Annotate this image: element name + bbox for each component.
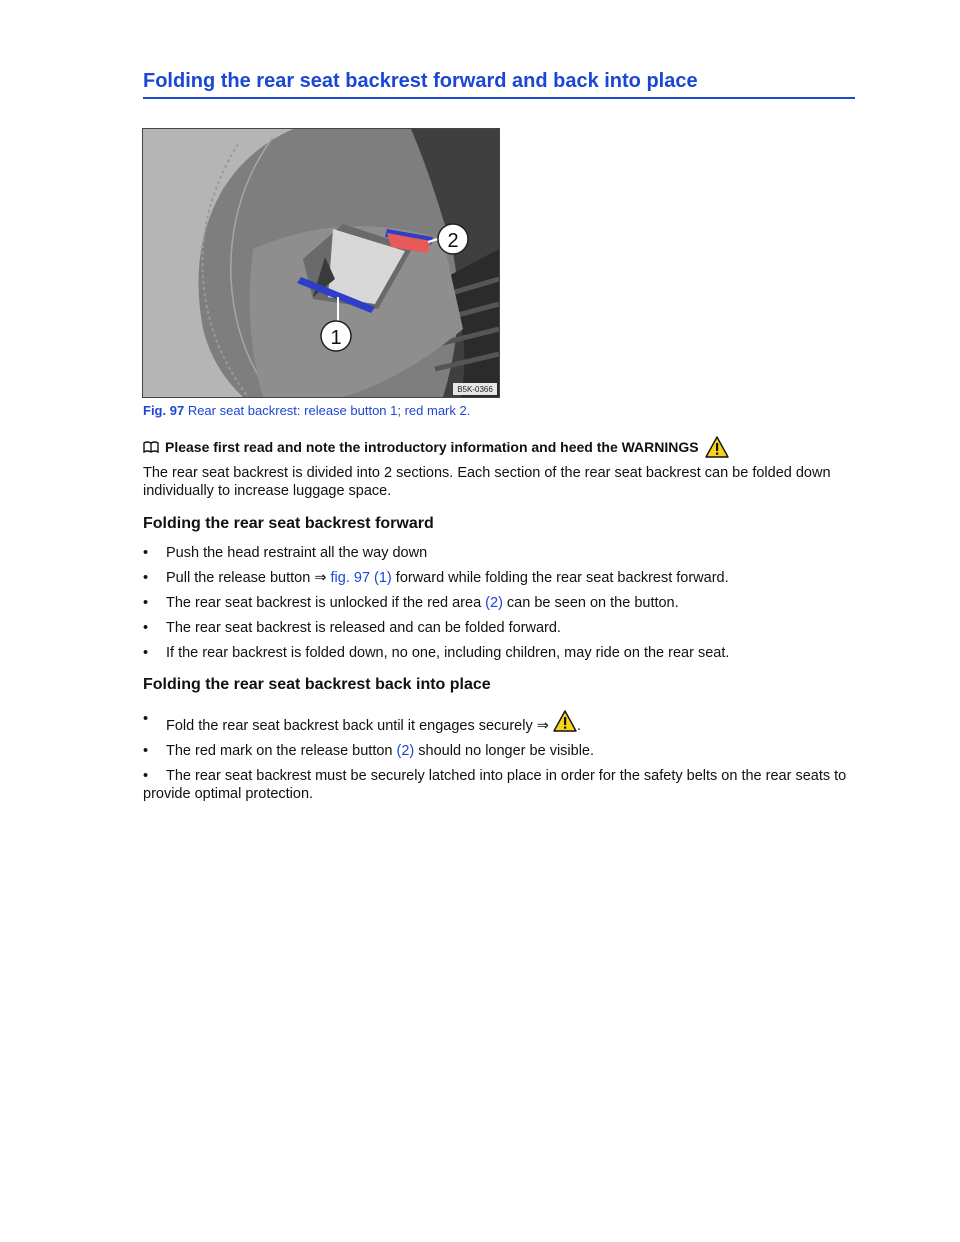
list-item: • The rear seat backrest must be securely latched into place in order for the safety belts on the rear seats to provide optimal protection. — [143, 768, 847, 802]
list-item: • Push the head restraint all the way down — [143, 545, 428, 561]
heading-fold-forward: Folding the rear seat backrest forward — [143, 515, 434, 532]
intro-paragraph: The rear seat backrest is divided into 2 sections. Each section of the rear seat backrest can be folded down individually to increase luggage space. — [143, 465, 831, 499]
warning-triangle-icon[interactable] — [553, 710, 577, 732]
list-item: • If the rear backrest is folded down, no one, including children, may ride on the rear seat. — [143, 645, 730, 661]
figure-image — [142, 128, 500, 398]
svg-text:1: 1 — [330, 327, 342, 349]
callout-badge-1 — [321, 321, 351, 351]
list-item: • The rear seat backrest is unlocked if the red area (2) can be seen on the button. — [143, 595, 679, 611]
svg-text:2: 2 — [447, 230, 459, 252]
list-item: • Fold the rear seat backrest back until it engages securely ⇒ . — [143, 711, 581, 734]
figure-link[interactable]: fig. 97 (1) — [330, 570, 392, 586]
warning-triangle-icon[interactable] — [705, 436, 729, 458]
heading-fold-back: Folding the rear seat backrest back into place — [143, 676, 491, 693]
figure-caption — [143, 403, 470, 418]
list-item: • The red mark on the release button (2) should no longer be visible. — [143, 743, 595, 759]
list-item: • Pull the release button ⇒ fig. 97 (1) forward while folding the rear seat backrest forward. — [143, 570, 729, 586]
figure-code-label — [453, 383, 497, 395]
intro-line — [143, 436, 729, 458]
svg-text:B5K-0366: B5K-0366 — [457, 385, 493, 394]
ref-link-2[interactable]: (2) — [485, 595, 503, 611]
list-fold-back — [143, 710, 855, 810]
page-title: Folding the rear seat backrest forward and back into place — [143, 70, 855, 99]
figure-caption-text: Rear seat backrest: release button 1; red mark 2. — [187, 403, 471, 418]
callout-badge-2 — [438, 224, 468, 254]
list-fold-forward — [143, 544, 855, 669]
book-icon — [143, 441, 159, 453]
ref-link-2[interactable]: (2) — [396, 743, 415, 759]
figure-number: Fig. 97 — [143, 403, 185, 418]
list-item: • The rear seat backrest is released and can be folded forward. — [143, 620, 561, 636]
intro-text: Please first read and note the introductory information and heed the WARNINGS — [165, 439, 699, 455]
